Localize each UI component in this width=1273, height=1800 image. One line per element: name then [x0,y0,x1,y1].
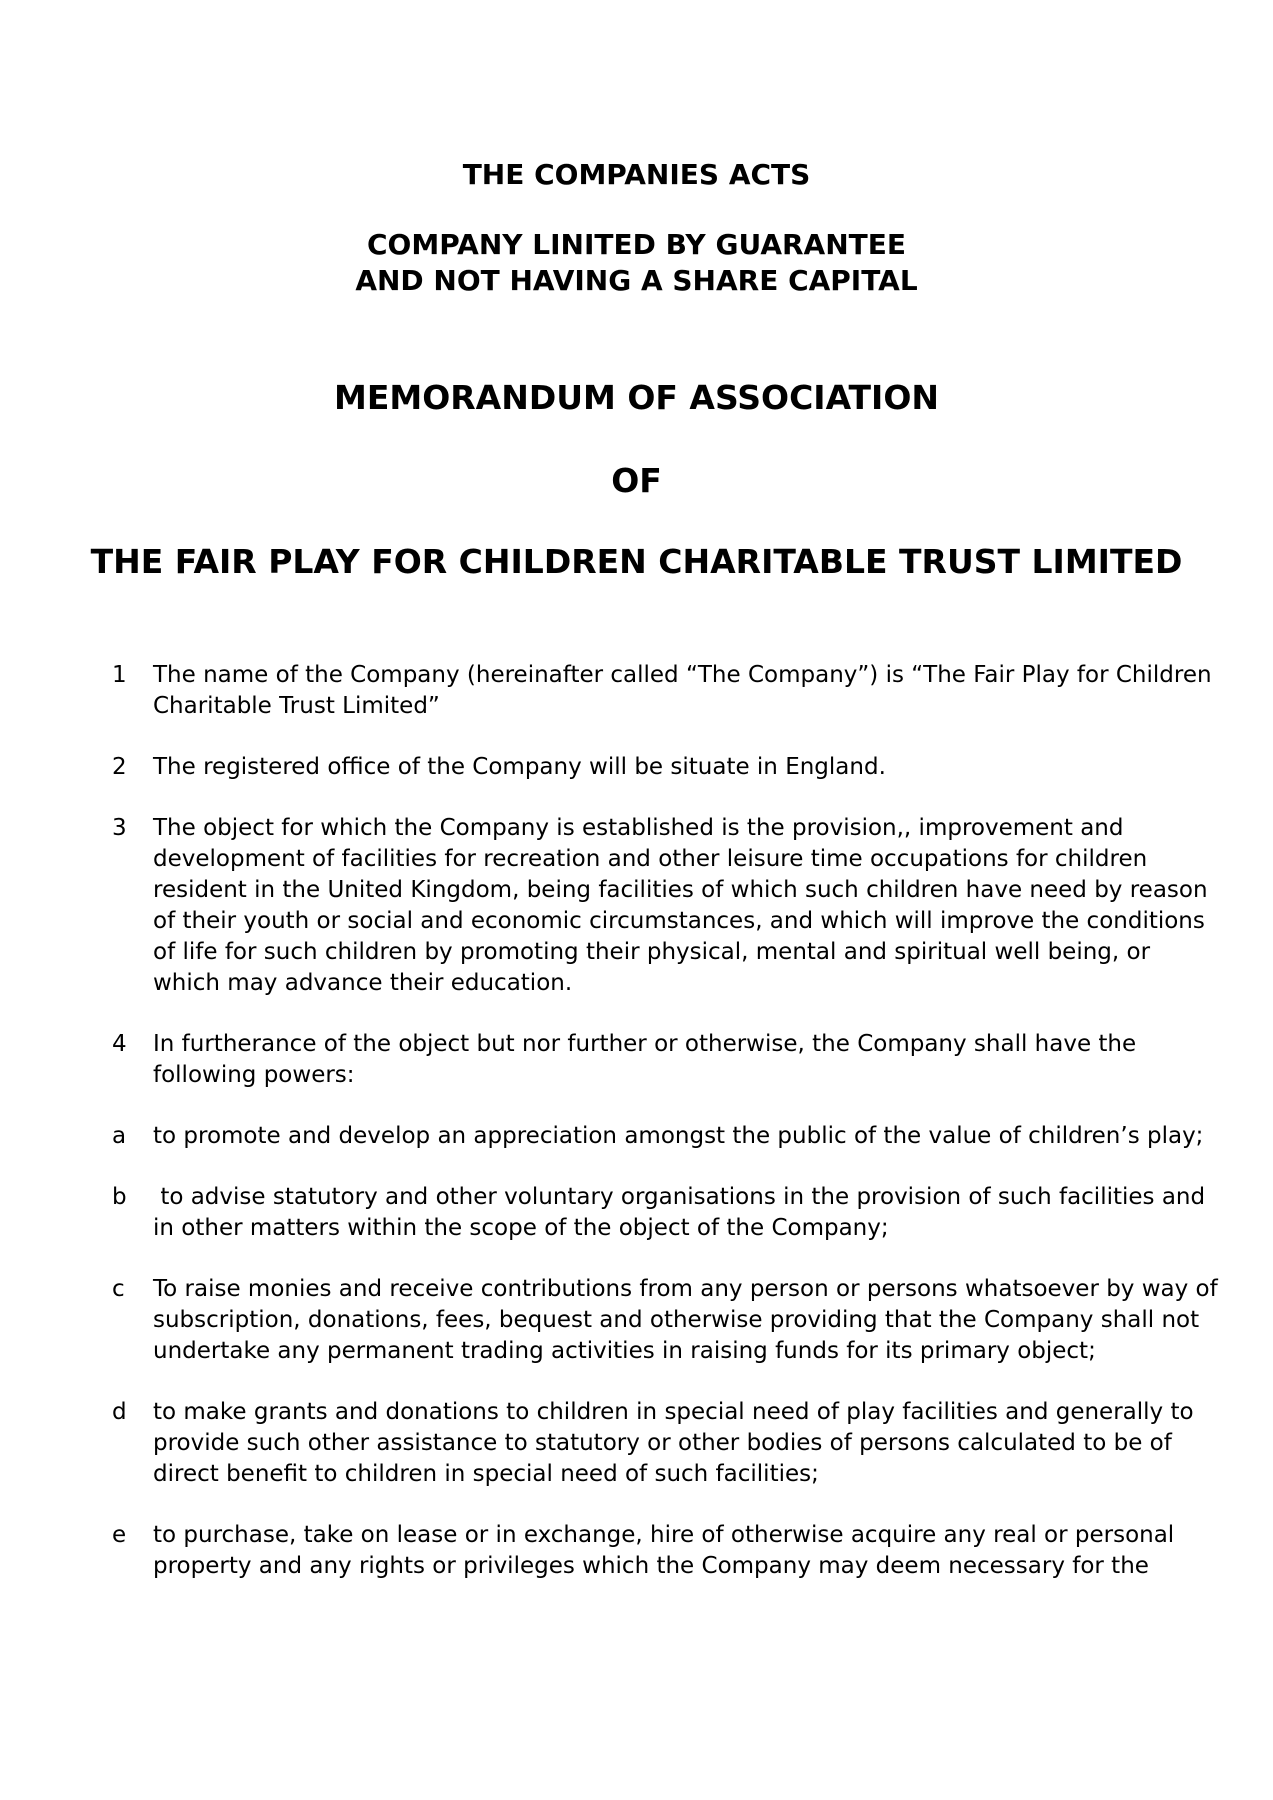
clause-text: The object for which the Company is established is the provision,, improvement and development of facilities for recreation and other leisure time occupations for children resident in the United Kingdom, being facilities of which such children have need by reason of their youth or social and economic circumstances, and which will improve the conditions of life for such children by promoting their physical, mental and spiritual well being, or which may advance their education. [153,815,1215,996]
clause-item [112,752,1222,783]
clause-text: In furtherance of the object but nor further or otherwise, the Company shall have the following powers: [153,1031,1144,1088]
clause-marker: c [112,1276,125,1302]
clause-text: to promote and develop an appreciation amongst the public of the value of children’s play; [153,1123,1204,1149]
clause-marker: d [112,1399,127,1425]
document-title: MEMORANDUM OF ASSOCIATION [333,378,940,417]
clause-marker: 4 [112,1031,127,1057]
clause-text: The registered office of the Company will be situate in England. [153,754,886,780]
clause-item [112,660,1222,722]
clause-marker: 1 [112,662,127,688]
act-heading: THE COMPANIES ACTS [462,158,811,191]
clause-marker: 3 [112,815,127,841]
clause-item [112,1274,1226,1367]
clause-item [112,813,1222,999]
clause-text: to make grants and donations to children in special need of play facilities and generally to provide such other assistance to statutory or other bodies of persons calculated to be of direct benefit to children in special need of such facilities; [153,1399,1201,1487]
clause-text: The name of the Company (hereinafter called “The Company”) is “The Fair Play for Children Charitable Trust Limited” [153,662,1219,719]
clause-marker: a [112,1123,127,1149]
company-type-heading-line2: AND NOT HAVING A SHARE CAPITAL [355,264,918,297]
clause-text: To raise monies and receive contributions from any person or persons whatsoever by way of subscription, donations, fees, bequest and otherwise providing that the Company shall not undertake any permanent trading activities in raising funds for its primary object; [153,1276,1226,1364]
clause-item [112,1397,1222,1490]
clause-marker: 2 [112,754,127,780]
clause-marker: b [112,1184,127,1210]
of-heading: OF [611,461,662,500]
clause-text: to purchase, take on lease or in exchange, hire of otherwise acquire any real or personal property and any rights or privileges which the Company may deem necessary for the [153,1522,1182,1579]
clause-item [112,1182,1222,1244]
company-name-heading: THE FAIR PLAY FOR CHILDREN CHARITABLE TRUST LIMITED [90,542,1183,581]
clause-marker: e [112,1522,127,1548]
clause-item [112,1121,1222,1152]
clause-text: to advise statutory and other voluntary organisations in the provision of such facilities and in other matters within the scope of the object of the Company; [153,1184,1213,1241]
clause-list [112,660,1226,1612]
company-type-heading-line1: COMPANY LINITED BY GUARANTEE [367,228,906,261]
clause-item [112,1029,1222,1091]
clause-item [112,1520,1222,1582]
